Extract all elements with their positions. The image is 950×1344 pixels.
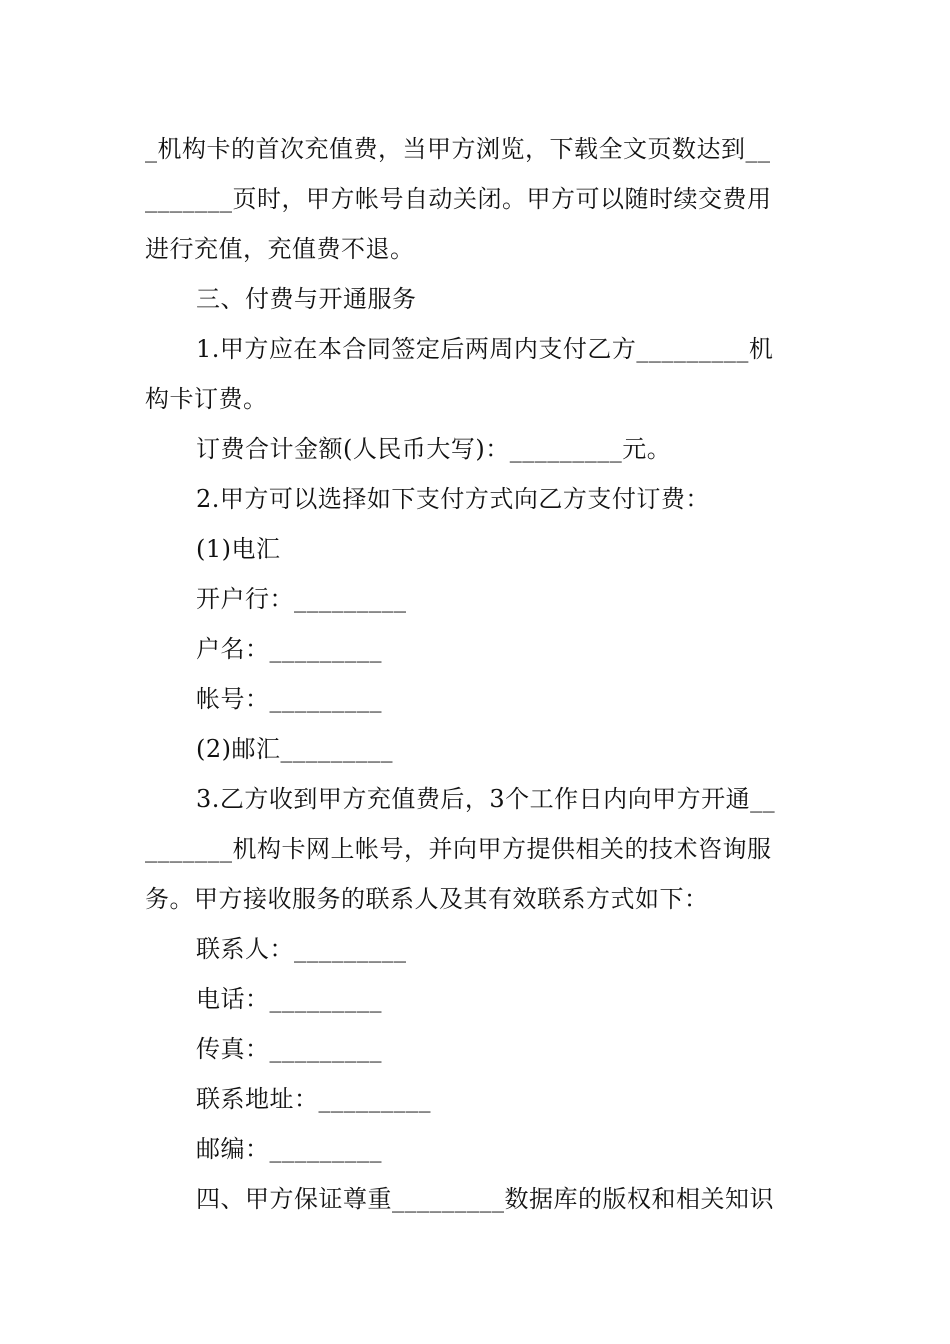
form-field-line: 开户行：_________ [196,585,407,613]
paragraph-line: 构卡订费。 [145,385,268,413]
form-field-line: 邮编：_________ [196,1135,382,1163]
form-field-line: 帐号：_________ [196,685,382,713]
paragraph-line: 3.乙方收到甲方充值费后，3个工作日内向甲方开通__ [196,785,776,813]
form-field-line: 联系地址：_________ [196,1085,431,1113]
paragraph-line: _机构卡的首次充值费，当甲方浏览，下载全文页数达到__ [145,135,771,163]
paragraph-line: _______机构卡网上帐号，并向甲方提供相关的技术咨询服 [145,835,772,863]
paragraph-line: 务。甲方接收服务的联系人及其有效联系方式如下： [145,885,709,913]
paragraph-line: 1.甲方应在本合同签定后两周内支付乙方_________机 [196,335,774,363]
form-field-line: 电话：_________ [196,985,382,1013]
form-field-line: 传真：_________ [196,1035,382,1063]
paragraph-line: 2.甲方可以选择如下支付方式向乙方支付订费： [196,485,710,513]
paragraph-line: 进行充值，充值费不退。 [145,235,415,263]
section-heading: 三、付费与开通服务 [196,285,417,313]
list-item: (1)电汇 [196,535,281,563]
paragraph-line: 订费合计金额(人民币大写)：_________元。 [196,435,672,463]
section-heading: 四、甲方保证尊重_________数据库的版权和相关知识 [196,1185,774,1213]
form-field-line: 联系人：_________ [196,935,407,963]
paragraph-line: _______页时，甲方帐号自动关闭。甲方可以随时续交费用 [145,185,772,213]
form-field-line: 户名：_________ [196,635,382,663]
list-item: (2)邮汇_________ [196,735,393,763]
